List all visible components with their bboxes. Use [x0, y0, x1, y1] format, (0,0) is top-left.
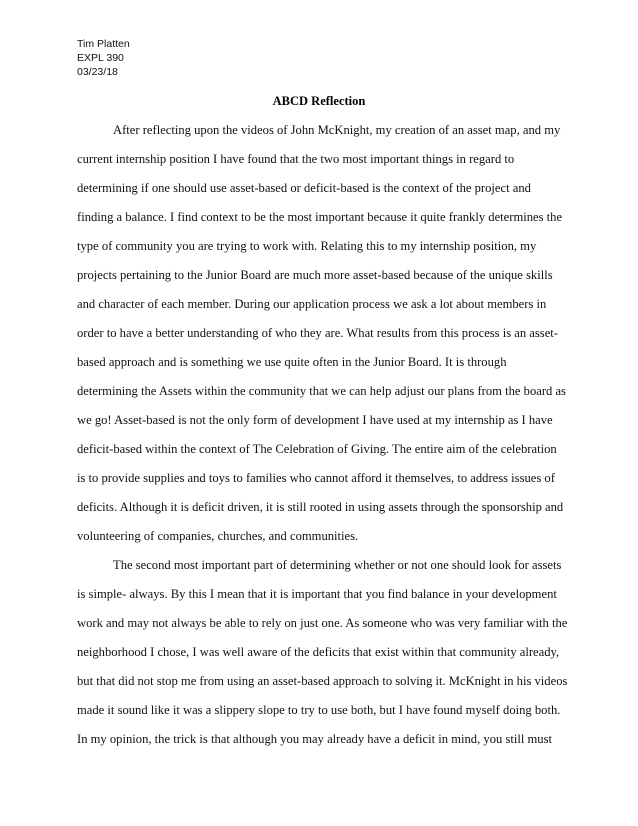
paragraph-line: work and may not always be able to rely on just one. As someone who was very familiar with the — [77, 616, 568, 630]
paragraph-line: finding a balance. I find context to be the most important because it quite frankly determines the — [77, 210, 563, 224]
paragraph-line: neighborhood I chose, I was well aware of the deficits that exist within that community already, — [77, 645, 560, 659]
document-date: 03/23/18 — [77, 66, 118, 78]
paragraph-line: we go! Asset-based is not the only form of development I have used at my internship as I have — [77, 413, 553, 427]
paragraph-line: and character of each member. During our application process we ask a lot about members in — [77, 297, 547, 311]
course-code: EXPL 390 — [77, 52, 124, 64]
author-name: Tim Platten — [77, 38, 130, 50]
paragraph-line: The second most important part of determining whether or not one should look for assets — [113, 558, 562, 572]
document-title: ABCD Reflection — [272, 94, 366, 108]
paragraph-line: In my opinion, the trick is that although you may already have a deficit in mind, you still must — [77, 732, 552, 746]
paragraph-line: based approach and is something we use quite often in the Junior Board. It is through — [77, 355, 507, 369]
paragraph-line: is simple- always. By this I mean that it is important that you find balance in your development — [77, 587, 557, 601]
document-header — [77, 37, 130, 79]
paragraph-line: determining if one should use asset-based or deficit-based is the context of the project and — [77, 181, 531, 195]
paragraph-line: After reflecting upon the videos of John McKnight, my creation of an asset map, and my — [113, 123, 561, 137]
paragraph-line: but that did not stop me from using an asset-based approach to solving it. McKnight in his videos — [77, 674, 568, 688]
paragraph-line: determining the Assets within the community that we can help adjust our plans from the board as — [77, 384, 566, 398]
paragraph-line: current internship position I have found that the two most important things in regard to — [77, 152, 515, 166]
paragraph-line: order to have a better understanding of who they are. What results from this process is an asset- — [77, 326, 558, 340]
paragraph-line: type of community you are trying to work with. Relating this to my internship position, my — [77, 239, 537, 253]
paragraph-line: deficit-based within the context of The Celebration of Giving. The entire aim of the celebration — [77, 442, 557, 456]
paragraph-line: is to provide supplies and toys to families who cannot afford it themselves, to address issues of — [77, 471, 555, 485]
paragraph-line: made it sound like it was a slippery slope to try to use both, but I have found myself doing both. — [77, 703, 561, 717]
paragraph-line: deficits. Although it is deficit driven, it is still rooted in using assets through the sponsorship and — [77, 500, 564, 514]
paragraph-line: projects pertaining to the Junior Board are much more asset-based because of the unique skills — [77, 268, 553, 282]
paragraph-line: volunteering of companies, churches, and communities. — [77, 529, 359, 543]
